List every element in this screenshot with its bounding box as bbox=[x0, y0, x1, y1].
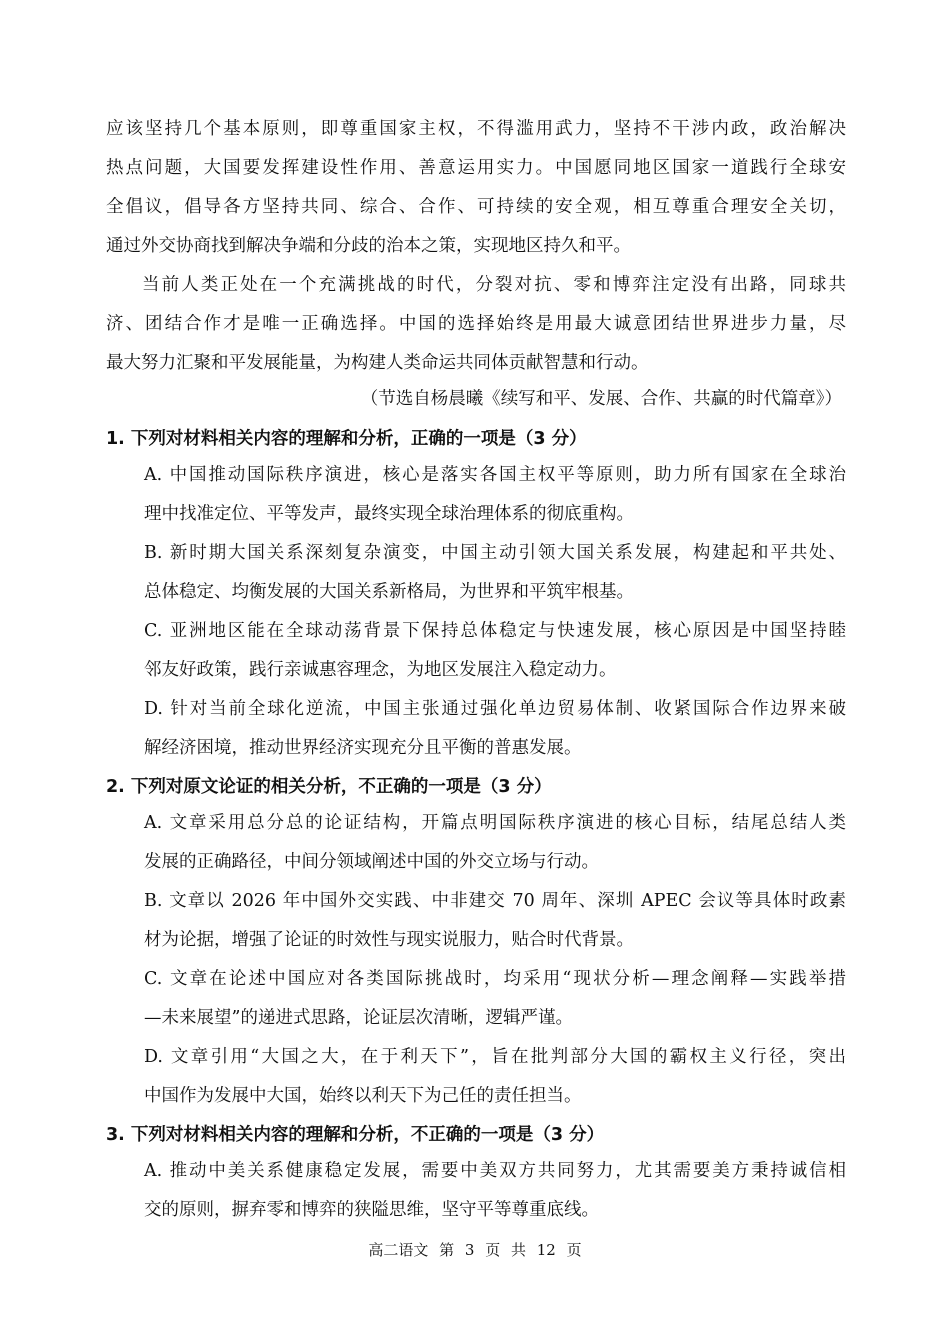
option-line: 交的原则，摒弃零和博弈的狭隘思维，坚守平等尊重底线。 bbox=[144, 1200, 599, 1220]
question-3-option-a[interactable] bbox=[144, 1152, 846, 1230]
option-line: 中国作为发展中大国，始终以利天下为己任的责任担当。 bbox=[144, 1086, 582, 1106]
option-line: D. 文章引用“大国之大，在于利天下”，旨在批判部分大国的霸权主义行径，突出 bbox=[144, 1047, 846, 1067]
option-line: 发展的正确路径，中间分领域阐述中国的外交立场与行动。 bbox=[144, 852, 599, 872]
question-1-option-b[interactable] bbox=[144, 534, 846, 612]
passage-paragraph-1 bbox=[106, 110, 846, 266]
option-line: B. 文章以 2026 年中国外交实践、中非建交 70 周年、深圳 APEC 会议等具体时政素 bbox=[144, 891, 846, 911]
passage-paragraph-2 bbox=[106, 266, 846, 383]
option-line: C. 亚洲地区能在全球动荡背景下保持总体稳定与快速发展，核心原因是中国坚持睦 bbox=[144, 621, 846, 641]
passage-line: 应该坚持几个基本原则，即尊重国家主权，不得滥用武力，坚持不干涉内政，政治解决 bbox=[106, 119, 846, 139]
question-2-option-d[interactable] bbox=[144, 1038, 846, 1116]
option-line: A. 推动中美关系健康稳定发展，需要中美双方共同努力，尤其需要美方秉持诚信相 bbox=[144, 1161, 846, 1181]
question-2-option-c[interactable] bbox=[144, 960, 846, 1038]
question-1-option-c[interactable] bbox=[144, 612, 846, 690]
option-line: —未来展望”的递进式思路，论证层次清晰，逻辑严谨。 bbox=[144, 1008, 573, 1028]
option-line: 总体稳定、均衡发展的大国关系新格局，为世界和平筑牢根基。 bbox=[144, 582, 634, 602]
page-footer: 高二语文 第 3 页 共 12 页 bbox=[368, 1241, 582, 1259]
option-line: 材为论据，增强了论证的时效性与现实说服力，贴合时代背景。 bbox=[144, 930, 634, 950]
passage-line: 济、团结合作才是唯一正确选择。中国的选择始终是用最大诚意团结世界进步力量，尽 bbox=[106, 314, 846, 334]
passage-line: 通过外交协商找到解决争端和分歧的治本之策，实现地区持久和平。 bbox=[106, 236, 631, 256]
question-1-option-a[interactable] bbox=[144, 456, 846, 534]
question-2-stem: 2. 下列对原文论证的相关分析，不正确的一项是（3 分） bbox=[106, 777, 552, 797]
option-line: 解经济困境，推动世界经济实现充分且平衡的普惠发展。 bbox=[144, 738, 582, 758]
passage-line: 当前人类正处在一个充满挑战的时代，分裂对抗、零和博弈注定没有出路，同球共 bbox=[142, 275, 846, 295]
option-line: C. 文章在论述中国应对各类国际挑战时，均采用“现状分析—理念阐释—实践举措 bbox=[144, 969, 846, 989]
question-1-stem: 1. 下列对材料相关内容的理解和分析，正确的一项是（3 分） bbox=[106, 429, 587, 449]
option-line: A. 中国推动国际秩序演进，核心是落实各国主权平等原则，助力所有国家在全球治 bbox=[144, 465, 846, 485]
passage-line: 最大努力汇聚和平发展能量，为构建人类命运共同体贡献智慧和行动。 bbox=[106, 353, 649, 373]
option-line: A. 文章采用总分总的论证结构，开篇点明国际秩序演进的核心目标，结尾总结人类 bbox=[144, 813, 846, 833]
option-line: B. 新时期大国关系深刻复杂演变，中国主动引领大国关系发展，构建起和平共处、 bbox=[144, 543, 846, 563]
question-3-stem: 3. 下列对材料相关内容的理解和分析，不正确的一项是（3 分） bbox=[106, 1125, 605, 1145]
option-line: D. 针对当前全球化逆流，中国主张通过强化单边贸易体制、收紧国际合作边界来破 bbox=[144, 699, 846, 719]
passage-line: 全倡议，倡导各方坚持共同、综合、合作、可持续的安全观，相互尊重合理安全关切， bbox=[106, 197, 846, 217]
question-1-option-d[interactable] bbox=[144, 690, 846, 768]
question-2-option-a[interactable] bbox=[144, 804, 846, 882]
option-line: 邻友好政策，践行亲诚惠容理念，为地区发展注入稳定动力。 bbox=[144, 660, 617, 680]
question-2-option-b[interactable] bbox=[144, 882, 846, 960]
option-line: 理中找准定位、平等发声，最终实现全球治理体系的彻底重构。 bbox=[144, 504, 634, 524]
passage-line: 热点问题，大国要发挥建设性作用、善意运用实力。中国愿同地区国家一道践行全球安 bbox=[106, 158, 846, 178]
passage-source: （节选自杨晨曦《续写和平、发展、合作、共赢的时代篇章》） bbox=[360, 389, 842, 409]
